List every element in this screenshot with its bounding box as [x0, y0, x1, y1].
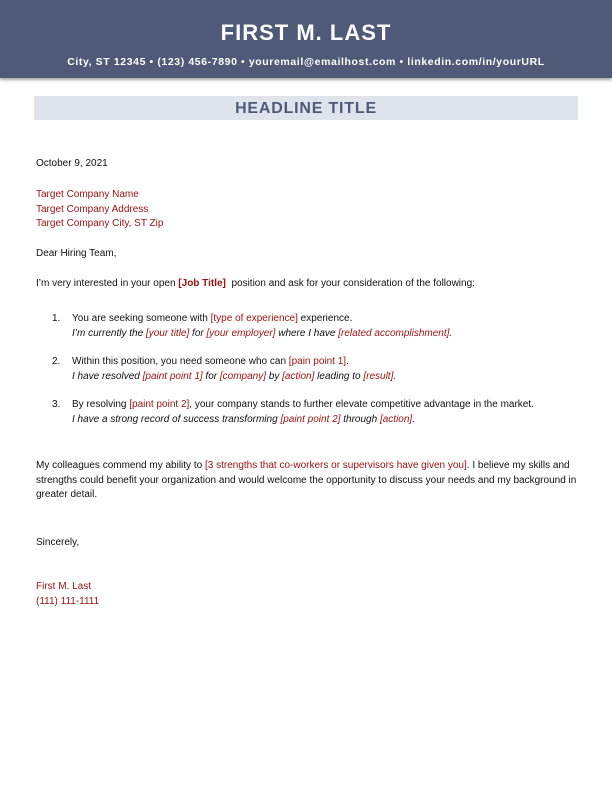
signature-name: First M. Last: [36, 581, 92, 592]
strengths-placeholder: [3 strengths that co-workers or supervisors have given you]: [204, 460, 467, 471]
placeholder-text: [action]: [282, 370, 315, 382]
point-text: You are seeking someone with: [72, 313, 211, 324]
list-item: [52, 398, 572, 427]
point-text: where I have: [275, 327, 339, 339]
point-line-2: [72, 413, 572, 428]
point-text: for: [202, 370, 220, 382]
paragraph-text: My colleagues commend my ability to: [36, 460, 205, 471]
recipient-city: Target Company City, ST Zip: [36, 218, 164, 229]
point-text: for: [189, 327, 207, 339]
signoff: Sincerely,: [36, 537, 80, 548]
point-text: I have resolved: [72, 370, 143, 382]
point-line-1: [72, 312, 572, 327]
list-number: 1.: [52, 313, 61, 324]
closing-paragraph: [36, 459, 578, 503]
placeholder-text: [paint point 2]: [129, 399, 190, 410]
point-line-1: [72, 398, 572, 413]
salutation: Dear Hiring Team,: [36, 248, 117, 259]
resume-header: [0, 0, 612, 78]
recipient-address: Target Company Address: [36, 203, 149, 215]
placeholder-text: [paint point 2]: [280, 413, 341, 425]
point-text: , your company stands to further elevate competitive advantage in the market.: [189, 399, 534, 410]
placeholder-text: [action]: [379, 413, 413, 425]
headline-title: HEADLINE TITLE: [34, 96, 578, 120]
job-title-placeholder: [Job Title]: [178, 278, 226, 289]
placeholder-text: [pain point 1]: [288, 356, 347, 367]
placeholder-text: [company]: [219, 370, 267, 382]
intro-after: position and ask for your consideration of the following:: [225, 278, 475, 289]
point-text: leading to: [314, 370, 364, 382]
point-text: Within this position, you need someone who can: [72, 356, 289, 367]
contact-line: City, ST 12345 • (123) 456-7890 • youremail@emailhost.com • linkedin.com/in/yourURL: [67, 56, 545, 68]
intro-before: I’m very interested in your open: [36, 278, 179, 289]
point-text: I have a strong record of success transforming: [72, 413, 281, 425]
recipient-company: Target Company Name: [36, 189, 139, 200]
qualification-list: [52, 312, 572, 441]
recipient-block: [36, 188, 163, 232]
point-text: by: [266, 370, 283, 382]
letter-date: October 9, 2021: [36, 158, 108, 169]
placeholder-text: [your employer]: [206, 327, 276, 339]
signature-phone: (111) 111-1111: [36, 595, 100, 607]
point-text: .: [449, 327, 453, 339]
placeholder-text: [result]: [363, 370, 394, 382]
point-text: experience.: [297, 313, 353, 324]
signature-block: [36, 580, 99, 609]
intro-sentence: [36, 277, 475, 292]
candidate-name: FIRST M. LAST: [220, 20, 392, 45]
point-text: .: [346, 356, 349, 367]
placeholder-text: [paint point 1]: [142, 370, 203, 382]
point-text: I’m currently the: [72, 327, 146, 339]
list-number: 3.: [52, 399, 61, 410]
point-text: .: [412, 413, 415, 425]
list-item: [52, 355, 572, 384]
placeholder-text: [your title]: [145, 327, 190, 339]
point-text: through: [340, 413, 380, 425]
point-line-2: [72, 327, 572, 342]
paragraph-text: . I believe my skills and strengths could benefit your organization and would welcome the opportunity to discuss your needs and my background in greater detail.: [36, 460, 577, 500]
placeholder-text: [type of experience]: [210, 313, 298, 324]
placeholder-text: [related accomplishment]: [338, 327, 450, 339]
point-line-1: [72, 355, 572, 370]
list-number: 2.: [52, 356, 61, 367]
point-text: .: [393, 370, 397, 382]
point-text: By resolving: [72, 399, 130, 410]
list-item: [52, 312, 572, 341]
point-line-2: [72, 370, 572, 385]
